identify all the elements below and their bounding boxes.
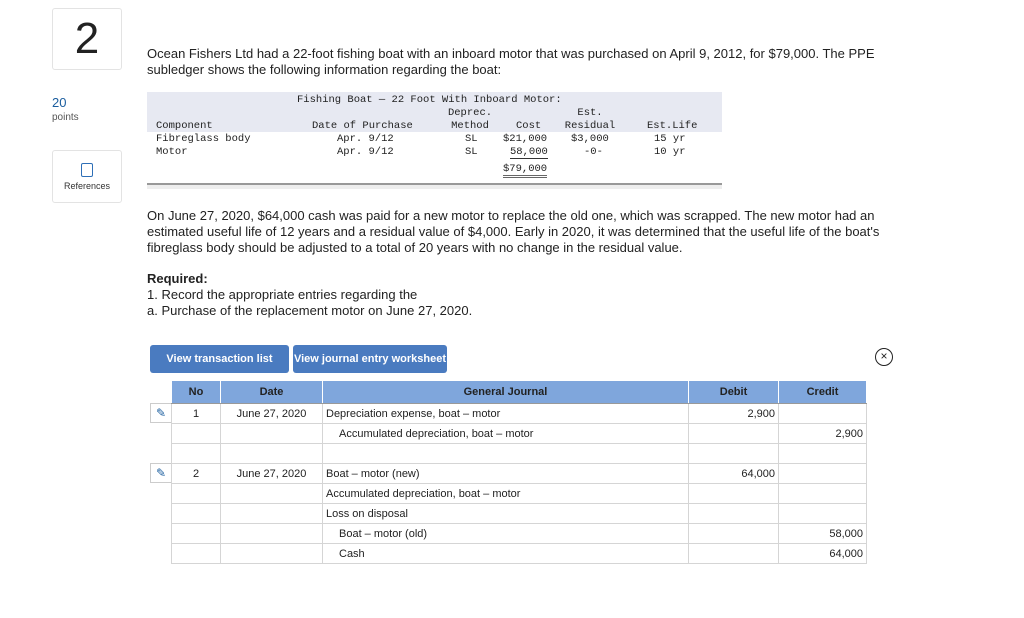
journal-no-cell (172, 544, 221, 564)
ppe-cell: 15 yr (654, 133, 686, 145)
ppe-cell: SL (465, 146, 478, 158)
journal-date-cell (221, 484, 323, 504)
intro-text: Ocean Fishers Ltd had a 22-foot fishing boat with an inboard motor that was purchased on April 9, 2012, for $79,000. The PPE subledger shows the following information regarding the boat: (147, 46, 875, 77)
required-line-2: a. Purchase of the replacement motor on June 27, 2020. (147, 303, 473, 318)
journal-date-cell: June 27, 2020 (221, 404, 323, 424)
journal-account-cell: Depreciation expense, boat – motor (323, 404, 689, 424)
journal-row (172, 444, 867, 464)
journal-credit-cell: 58,000 (779, 524, 867, 544)
journal-debit-cell (689, 544, 779, 564)
journal-account-cell: Boat – motor (old) (323, 524, 689, 544)
required-label: Required: (147, 271, 208, 286)
journal-debit-cell (689, 484, 779, 504)
ppe-cell: SL (465, 133, 478, 145)
journal-date-cell: June 27, 2020 (221, 464, 323, 484)
journal-debit-cell: 64,000 (689, 464, 779, 484)
edit-entry-1-pencil-icon[interactable]: ✎ (150, 403, 171, 423)
journal-no-cell (172, 424, 221, 444)
journal-credit-cell: 64,000 (779, 544, 867, 564)
ppe-cell: $3,000 (571, 133, 609, 145)
view-transaction-list-button[interactable]: View transaction list (150, 345, 289, 373)
journal-debit-cell (689, 504, 779, 524)
journal-no-cell: 2 (172, 464, 221, 484)
divider (147, 183, 722, 189)
ppe-header: Deprec. Method (447, 107, 493, 132)
journal-credit-cell (779, 504, 867, 524)
col-general-journal: General Journal (323, 381, 689, 404)
ppe-cell: -0- (584, 146, 603, 158)
journal-row (172, 464, 867, 484)
journal-debit-cell: 2,900 (689, 404, 779, 424)
journal-date-cell (221, 544, 323, 564)
ppe-cell: Apr. 9/12 (337, 133, 394, 145)
references-label: References (63, 181, 111, 191)
journal-debit-cell (689, 524, 779, 544)
journal-account-cell: Accumulated depreciation, boat – motor (323, 484, 689, 504)
journal-credit-cell (779, 404, 867, 424)
journal-no-cell (172, 484, 221, 504)
journal-account-cell: Cash (323, 544, 689, 564)
journal-date-cell (221, 444, 323, 464)
journal-no-cell (172, 504, 221, 524)
journal-no-cell: 1 (172, 404, 221, 424)
points-label: points (52, 112, 79, 123)
view-journal-entry-worksheet-button[interactable]: View journal entry worksheet (293, 345, 447, 373)
journal-row (172, 404, 867, 424)
ppe-header: Cost (516, 120, 542, 132)
journal-debit-cell (689, 444, 779, 464)
journal-credit-cell: 2,900 (779, 424, 867, 444)
ppe-header: Est. Residual (564, 107, 616, 132)
ppe-subledger-table (147, 92, 722, 175)
journal-date-cell (221, 504, 323, 524)
journal-credit-cell (779, 464, 867, 484)
ppe-total: $79,000 (503, 163, 547, 178)
ppe-cell: 10 yr (654, 146, 686, 158)
journal-debit-cell (689, 424, 779, 444)
ppe-header: Date of Purchase (312, 120, 413, 132)
journal-account-cell (323, 444, 689, 464)
col-date: Date (221, 381, 323, 404)
journal-no-cell (172, 524, 221, 544)
ppe-cell: Apr. 9/12 (337, 146, 394, 158)
journal-date-cell (221, 424, 323, 444)
col-debit: Debit (689, 381, 779, 404)
references-icon (81, 163, 93, 177)
journal-date-cell (221, 524, 323, 544)
journal-row (172, 504, 867, 524)
required-line-1: 1. Record the appropriate entries regarding the (147, 287, 418, 302)
close-icon[interactable]: × (875, 348, 893, 366)
journal-row (172, 524, 867, 544)
ppe-cell: Motor (156, 146, 188, 158)
general-journal-table (171, 380, 867, 564)
col-credit: Credit (779, 381, 867, 404)
edit-entry-2-pencil-icon[interactable]: ✎ (150, 463, 171, 483)
ppe-header: Est.Life (647, 120, 698, 132)
ppe-cell: 58,000 (510, 146, 548, 158)
ppe-cell: Fibreglass body (156, 133, 251, 145)
journal-credit-cell (779, 444, 867, 464)
col-no: No (172, 381, 221, 404)
journal-credit-cell (779, 484, 867, 504)
scenario-text: On June 27, 2020, $64,000 cash was paid for a new motor to replace the old one, which was scrapped. The new motor had an estimated useful life of 12 years and a residual value of $4,000. Early in 2020, it was determined that the useful life of the boat's fibreglass body should be adjusted to a total of 20 years with no change in the residual value. (147, 208, 880, 255)
journal-account-cell: Loss on disposal (323, 504, 689, 524)
ppe-cell: $21,000 (503, 133, 548, 145)
journal-account-cell: Boat – motor (new) (323, 464, 689, 484)
journal-no-cell (172, 444, 221, 464)
points-value: 20 (52, 95, 67, 110)
ppe-header: Component (156, 120, 213, 132)
journal-row (172, 544, 867, 564)
journal-account-cell: Accumulated depreciation, boat – motor (323, 424, 689, 444)
ppe-title: Fishing Boat — 22 Foot With Inboard Motor: (297, 94, 562, 106)
references-button[interactable] (52, 150, 122, 203)
question-number: 2 (52, 8, 122, 70)
journal-row (172, 424, 867, 444)
journal-row (172, 484, 867, 504)
